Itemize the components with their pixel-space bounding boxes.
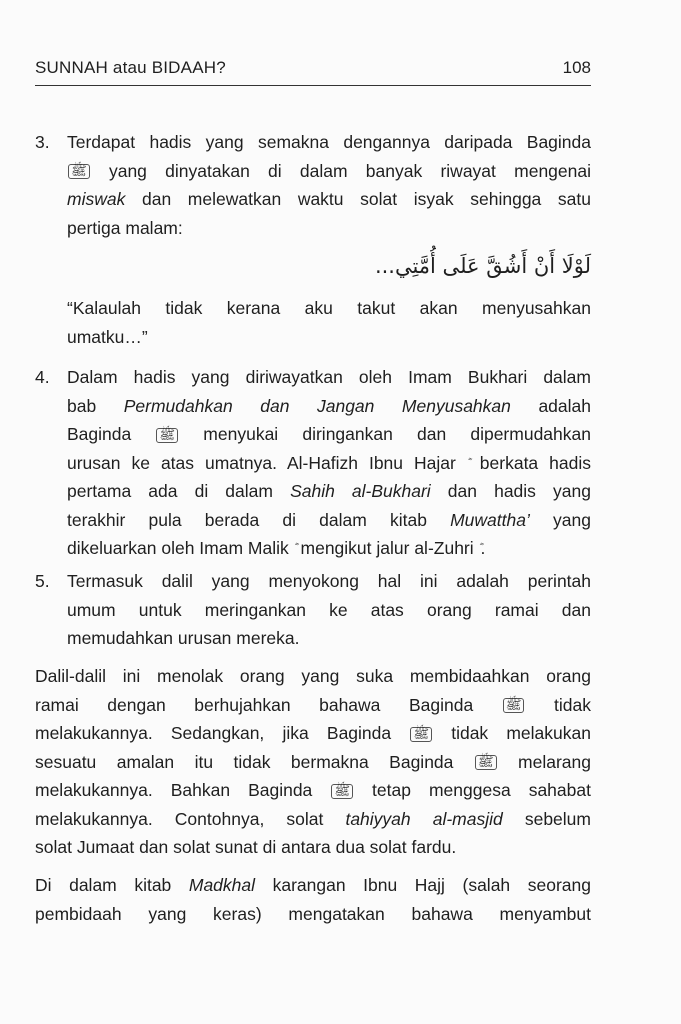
translation-text <box>67 294 591 351</box>
text-span: melarang <box>518 751 591 772</box>
list-item-text <box>67 363 591 563</box>
salawat-icon: ﷺ <box>68 164 90 179</box>
text-line <box>35 871 591 900</box>
text-span: umum untuk meringankan ke atas orang ramai dan <box>67 599 591 620</box>
italic-term: Permudahkan dan Jangan Menyusahkan <box>123 395 511 416</box>
text-line <box>67 449 591 478</box>
text-span: yang dinyatakan di dalam banyak riwayat mengenai <box>108 160 591 181</box>
italic-term: tahiyyah al-masjid <box>345 808 503 829</box>
text-span: . <box>480 538 486 558</box>
text-span: tetap menggesa sahabat <box>372 780 591 800</box>
text-line <box>67 128 591 157</box>
text-line <box>35 900 591 929</box>
text-line <box>67 596 591 625</box>
italic-term: Muwattha’ <box>450 509 530 530</box>
text-span: adalah <box>538 395 591 416</box>
text-span: berkata hadis <box>479 452 591 473</box>
text-span: Di dalam kitab <box>35 875 172 895</box>
text-line <box>35 719 591 748</box>
arabic-hadith-text: لَوْلَا أَنْ أَشُقَّ عَلَى أُمَّتِي... <box>374 254 591 278</box>
list-number: 3. <box>35 132 50 152</box>
text-span: Baginda <box>67 424 132 444</box>
text-span: sebelum <box>524 808 591 829</box>
italic-term: Madkhal <box>188 875 256 895</box>
list-item-text <box>67 128 591 242</box>
text-span: menyukai diringankan dan dipermudahkan <box>203 424 591 444</box>
text-line <box>67 534 591 563</box>
text-span: Dalam hadis yang diriwayatkan oleh Imam Bukhari dalam <box>67 367 591 387</box>
text-line <box>67 477 591 506</box>
text-span: bab <box>67 395 97 416</box>
text-span: memudahkan urusan mereka. <box>67 628 300 648</box>
text-line <box>35 662 591 691</box>
salawat-icon: ﷺ <box>410 727 432 742</box>
text-span: karangan Ibnu Hajj (salah seorang <box>272 875 591 895</box>
text-line <box>67 420 591 449</box>
text-line <box>35 691 591 720</box>
text-span: dan melewatkan waktu solat isyak sehingga satu <box>141 189 591 209</box>
text-span: umatku…” <box>67 326 148 347</box>
italic-term: Sahih al-Bukhari <box>290 481 431 501</box>
text-span: Terdapat hadis yang semakna dengannya daripada Baginda <box>67 132 591 152</box>
salawat-icon: ﷺ <box>331 784 353 799</box>
text-span: urusan ke atas umatnya. Al-Hafizh Ibnu Hajar <box>67 452 456 473</box>
italic-term: miswak <box>67 189 126 209</box>
text-span: tidak <box>554 694 591 715</box>
text-span: melakukannya. Sedangkan, jika Baginda <box>35 723 392 743</box>
text-line <box>67 567 591 596</box>
list-item-text <box>67 567 591 653</box>
text-line <box>35 748 591 777</box>
text-line <box>67 214 591 243</box>
text-line <box>35 776 591 805</box>
salawat-icon: ﷺ <box>475 755 497 770</box>
text-span: sesuatu amalan itu tidak bermakna Baginda <box>35 751 454 772</box>
text-span: pertiga malam: <box>67 217 183 238</box>
text-span: “Kalaulah tidak kerana aku takut akan menyusahkan <box>67 298 591 318</box>
text-line <box>35 833 591 862</box>
text-span: Termasuk dalil yang menyokong hal ini adalah perintah <box>67 571 591 591</box>
text-line <box>67 185 591 214</box>
header-divider <box>35 85 591 86</box>
text-line <box>67 506 591 535</box>
page-number: 108 <box>562 58 591 77</box>
text-line <box>35 805 591 834</box>
text-span: pembidaah yang keras) mengatakan bahawa menyambut <box>35 903 591 924</box>
text-span: tidak melakukan <box>451 723 591 743</box>
header-title: SUNNAH atau BIDAAH? <box>35 58 226 77</box>
text-span: ramai dengan berhujahkan bahawa Baginda <box>35 694 474 715</box>
text-span: pertama ada di dalam <box>67 481 273 501</box>
text-span: yang <box>553 509 591 530</box>
body-paragraph <box>35 662 591 862</box>
text-span: melakukannya. Contohnya, solat <box>35 808 324 829</box>
text-span: Dalil-dalil ini menolak orang yang suka membidaahkan orang <box>35 666 591 686</box>
running-header <box>35 58 591 86</box>
text-line <box>67 363 591 392</box>
list-number: 4. <box>35 367 50 387</box>
text-span: terakhir pula berada di dalam kitab <box>67 509 427 530</box>
text-span: solat Jumaat dan solat sunat di antara dua solat fardu. <box>35 837 457 857</box>
text-span: dan hadis yang <box>447 481 591 501</box>
text-line <box>67 294 591 323</box>
text-span: dikeluarkan oleh Imam Malik <box>67 538 289 558</box>
text-span: melakukannya. Bahkan Baginda <box>35 780 313 800</box>
list-number: 5. <box>35 571 50 591</box>
salawat-icon: ﷺ <box>156 428 178 443</box>
text-line <box>67 157 591 186</box>
text-line <box>67 624 591 653</box>
text-line <box>67 392 591 421</box>
salawat-icon: ﷺ <box>503 698 525 713</box>
body-paragraph <box>35 871 591 928</box>
text-span: mengikut jalur al-Zuhri <box>300 538 474 558</box>
text-line <box>67 323 591 352</box>
